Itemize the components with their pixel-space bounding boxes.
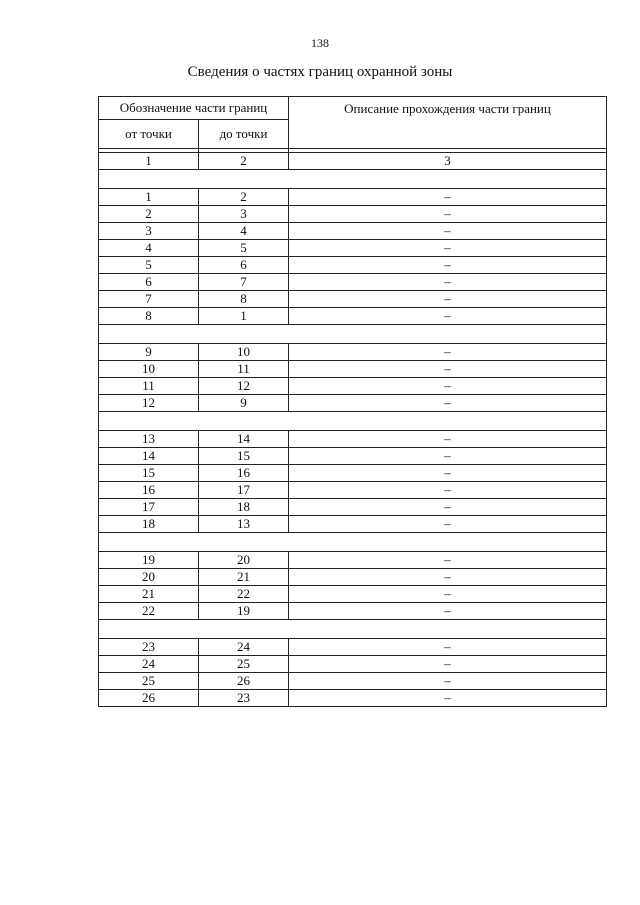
to-point-cell: 5 <box>199 240 289 257</box>
group-separator-row <box>99 325 607 344</box>
table-body <box>99 149 607 707</box>
part-designation-header: Обозначение части границ <box>99 97 289 120</box>
description-cell: – <box>289 639 607 656</box>
from-point-header: от точки <box>99 120 199 149</box>
to-point-cell: 7 <box>199 274 289 291</box>
from-point-cell: 8 <box>99 308 199 325</box>
from-point-cell: 20 <box>99 569 199 586</box>
to-point-cell: 20 <box>199 552 289 569</box>
description-cell: – <box>289 656 607 673</box>
to-point-cell: 8 <box>199 291 289 308</box>
to-point-cell: 21 <box>199 569 289 586</box>
description-cell: – <box>289 189 607 206</box>
to-point-cell: 10 <box>199 344 289 361</box>
table-row <box>99 378 607 395</box>
from-point-cell: 21 <box>99 586 199 603</box>
table-row <box>99 308 607 325</box>
table-row <box>99 499 607 516</box>
page-title: Сведения о частях границ охранной зоны <box>187 64 453 80</box>
from-point-cell: 7 <box>99 291 199 308</box>
from-point-cell: 16 <box>99 482 199 499</box>
to-point-cell: 23 <box>199 690 289 707</box>
table-row <box>99 516 607 533</box>
description-cell: – <box>289 274 607 291</box>
description-cell: – <box>289 344 607 361</box>
table-row <box>99 673 607 690</box>
from-point-cell: 17 <box>99 499 199 516</box>
table-row <box>99 639 607 656</box>
to-point-cell: 13 <box>199 516 289 533</box>
column-number: 3 <box>289 153 607 170</box>
table-row <box>99 291 607 308</box>
group-separator-row <box>99 170 607 189</box>
from-point-cell: 12 <box>99 395 199 412</box>
description-cell: – <box>289 308 607 325</box>
table-row <box>99 223 607 240</box>
table-row <box>99 344 607 361</box>
description-cell: – <box>289 448 607 465</box>
from-point-cell: 25 <box>99 673 199 690</box>
description-header: Описание прохождения части границ <box>289 97 607 149</box>
table-row <box>99 189 607 206</box>
description-cell: – <box>289 240 607 257</box>
description-cell: – <box>289 586 607 603</box>
group-separator-row <box>99 412 607 431</box>
from-point-cell: 24 <box>99 656 199 673</box>
to-point-cell: 18 <box>199 499 289 516</box>
from-point-cell: 2 <box>99 206 199 223</box>
description-cell: – <box>289 378 607 395</box>
to-point-cell: 26 <box>199 673 289 690</box>
description-cell: – <box>289 499 607 516</box>
from-point-cell: 3 <box>99 223 199 240</box>
to-point-header: до точки <box>199 120 289 149</box>
to-point-cell: 9 <box>199 395 289 412</box>
to-point-cell: 6 <box>199 257 289 274</box>
from-point-cell: 22 <box>99 603 199 620</box>
to-point-cell: 19 <box>199 603 289 620</box>
from-point-cell: 10 <box>99 361 199 378</box>
description-cell: – <box>289 223 607 240</box>
description-cell: – <box>289 431 607 448</box>
description-cell: – <box>289 569 607 586</box>
to-point-cell: 22 <box>199 586 289 603</box>
to-point-cell: 12 <box>199 378 289 395</box>
description-cell: – <box>289 552 607 569</box>
description-cell: – <box>289 291 607 308</box>
description-cell: – <box>289 257 607 274</box>
table-row <box>99 482 607 499</box>
from-point-cell: 5 <box>99 257 199 274</box>
table-row <box>99 448 607 465</box>
column-numbers-row <box>99 153 607 170</box>
group-separator-row <box>99 533 607 552</box>
description-cell: – <box>289 690 607 707</box>
description-cell: – <box>289 673 607 690</box>
to-point-cell: 17 <box>199 482 289 499</box>
table-row <box>99 603 607 620</box>
from-point-cell: 15 <box>99 465 199 482</box>
from-point-cell: 4 <box>99 240 199 257</box>
table-row <box>99 569 607 586</box>
table-row <box>99 431 607 448</box>
from-point-cell: 19 <box>99 552 199 569</box>
from-point-cell: 9 <box>99 344 199 361</box>
table-row <box>99 690 607 707</box>
to-point-cell: 2 <box>199 189 289 206</box>
to-point-cell: 3 <box>199 206 289 223</box>
boundary-parts-table <box>98 96 607 707</box>
group-separator-row <box>99 620 607 639</box>
from-point-cell: 23 <box>99 639 199 656</box>
table-row <box>99 361 607 378</box>
to-point-cell: 11 <box>199 361 289 378</box>
description-cell: – <box>289 603 607 620</box>
from-point-cell: 13 <box>99 431 199 448</box>
to-point-cell: 4 <box>199 223 289 240</box>
table-row <box>99 206 607 223</box>
description-cell: – <box>289 482 607 499</box>
table-row <box>99 257 607 274</box>
to-point-cell: 24 <box>199 639 289 656</box>
column-number: 2 <box>199 153 289 170</box>
to-point-cell: 14 <box>199 431 289 448</box>
to-point-cell: 15 <box>199 448 289 465</box>
table-row <box>99 240 607 257</box>
table-row <box>99 274 607 291</box>
from-point-cell: 26 <box>99 690 199 707</box>
description-cell: – <box>289 395 607 412</box>
page-number: 138 <box>311 36 329 50</box>
from-point-cell: 1 <box>99 189 199 206</box>
table-row <box>99 395 607 412</box>
table-row <box>99 656 607 673</box>
description-cell: – <box>289 206 607 223</box>
table-row <box>99 552 607 569</box>
to-point-cell: 16 <box>199 465 289 482</box>
to-point-cell: 1 <box>199 308 289 325</box>
description-cell: – <box>289 516 607 533</box>
description-cell: – <box>289 361 607 378</box>
table-row <box>99 586 607 603</box>
from-point-cell: 18 <box>99 516 199 533</box>
to-point-cell: 25 <box>199 656 289 673</box>
from-point-cell: 11 <box>99 378 199 395</box>
from-point-cell: 6 <box>99 274 199 291</box>
from-point-cell: 14 <box>99 448 199 465</box>
description-cell: – <box>289 465 607 482</box>
column-number: 1 <box>99 153 199 170</box>
table-row <box>99 465 607 482</box>
